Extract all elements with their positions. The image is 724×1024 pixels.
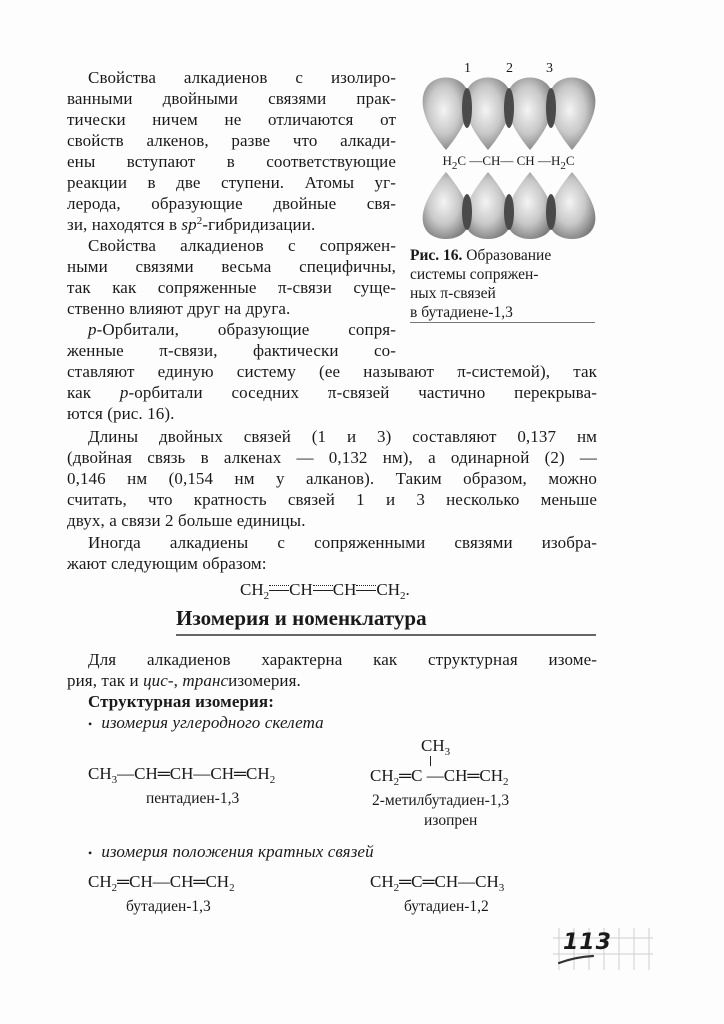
text-run: -гибридизации. (202, 215, 316, 234)
formula-group: CH (516, 153, 535, 168)
figure-label: Рис. 16. (410, 247, 463, 264)
text-line: тически ничем не отличаются от (67, 110, 396, 129)
figure-caption-line (410, 246, 551, 265)
text-run: , (173, 671, 183, 690)
butadiene-12-formula (370, 872, 504, 892)
period: . (405, 580, 410, 599)
bullet-icon: • (88, 717, 93, 731)
formula-group: —CH═CH—CH═CH (117, 764, 270, 783)
bullet-text: изомерия положения кратных связей (101, 842, 374, 861)
formula-group: CH (240, 580, 264, 599)
text-line: Свойства алкадиенов с сопряжен- (88, 236, 396, 255)
pentadiene-formula (88, 764, 275, 784)
lower-lobes (423, 172, 596, 239)
bond-number-label: 3 (546, 61, 553, 76)
upper-lobes (423, 78, 596, 151)
pentadiene-name: пентадиен-1,3 (146, 790, 240, 807)
formula-group: H (550, 153, 561, 168)
text-line: Для алкадиенов характерна как структурная изоме- (88, 650, 597, 669)
text-line (88, 320, 396, 340)
isoprene-methyl-group (421, 736, 450, 756)
isoprene-formula (370, 766, 509, 786)
text-line: женные π-связи, фактически со- (67, 341, 396, 360)
text-line: ются (рис. 16). (67, 404, 175, 423)
formula-group: ═CH—CH═CH (117, 872, 230, 891)
text-line: ными связями весьма специфичны, (67, 257, 396, 276)
vertical-bond (430, 756, 431, 766)
delocalized-bond (313, 584, 333, 592)
text-line: 0,146 нм (0,154 нм у алканов). Таким образом, можно (67, 469, 597, 488)
bullet-text: изомерия углеродного скелета (101, 713, 324, 732)
bond-number-label: 2 (506, 61, 513, 76)
bullet-item (88, 842, 374, 863)
text-run: как (67, 383, 120, 402)
text-line (67, 383, 597, 403)
delocalized-bond (269, 584, 289, 592)
text-run: зи, находятся в (67, 215, 182, 234)
text-run: -орбитали соседних π-связей частично перекрыва- (128, 383, 597, 402)
butadiene-13-formula (88, 872, 235, 892)
butadiene-chain-label: $H_2C$ —CH— CH $—H_2C$ (442, 153, 575, 172)
formula-group: CH (370, 766, 394, 785)
formula-group: H (442, 153, 452, 168)
subscript: 3 (498, 882, 505, 894)
subscript: 2 (111, 882, 118, 894)
text-line: Свойства алкадиенов с изолиро- (88, 68, 396, 87)
text-line: ванными двойными связями прак- (67, 89, 396, 108)
conjugated-butadiene-formula (240, 580, 410, 600)
sp-term: sp (181, 215, 197, 234)
text-line: так как сопряженные π-связи суще- (67, 278, 396, 297)
isoprene-alt-name: изопрен (424, 812, 478, 829)
subscript: 2 (269, 774, 276, 786)
subheading-structural: Структурная изомерия: (88, 692, 274, 711)
bullet-icon: • (88, 846, 93, 860)
overlap-region (546, 88, 556, 128)
text-line: ставляют единую систему (ее называют π-системой), так (67, 362, 597, 381)
caption-divider (410, 322, 595, 323)
formula-group: CH (376, 580, 400, 599)
subscript: 2 (560, 160, 566, 172)
text-run: -Орбитали, образующие сопря- (96, 320, 396, 339)
heading-divider (176, 634, 596, 636)
subscript: 2 (229, 882, 235, 894)
text-line: ственно влияют друг на друга. (67, 299, 291, 318)
formula-group: CH (332, 580, 357, 599)
subscript: 2 (393, 882, 400, 894)
page-number: 113 (563, 930, 612, 955)
figure-caption-line: в бутадиене-1,3 (410, 304, 513, 321)
text-line: считать, что кратность связей 1 и 3 несколько меньше (67, 490, 597, 509)
subscript: 3 (111, 774, 118, 786)
formula-group: CH (88, 872, 112, 891)
subscript: 2 (263, 590, 270, 602)
formula-group: ═C═CH—CH (399, 872, 499, 891)
p-orbital-diagram (416, 62, 601, 242)
subscript: 3 (444, 746, 451, 758)
superscript: 2 (196, 215, 203, 227)
figure-16-orbitals (416, 62, 601, 242)
text-line: жают следующим образом: (67, 554, 267, 573)
formula-group: CH (482, 153, 501, 168)
text-line: Длины двойных связей (1 и 3) составляют 0,137 нм (88, 427, 597, 446)
text-run: рия, так и (67, 671, 144, 690)
section-heading: Изомерия и номенклатура (176, 606, 427, 630)
subscript: 2 (503, 776, 509, 788)
text-line: лерода, образующие двойные свя- (67, 194, 396, 213)
overlap-region (504, 88, 514, 128)
text-line (67, 671, 301, 691)
figure-caption-line: системы сопряжен- (410, 266, 539, 283)
overlap-region (462, 88, 472, 128)
figure-caption-line: ных π-связей (410, 285, 496, 302)
text-line: ены вступают в соответствующие (67, 152, 396, 171)
text-line: (двойная связь в алкенах — 0,132 нм), а одинарной (2) — (67, 448, 597, 467)
underline-stroke (559, 956, 593, 963)
formula-group: CH (370, 872, 394, 891)
overlap-region (462, 194, 472, 230)
overlap-region (546, 194, 556, 230)
text-run: p (119, 383, 129, 402)
formula-group: CH (88, 764, 112, 783)
text-line: свойств алкенов, разве что алкади- (67, 131, 396, 150)
text-run: транс (182, 671, 229, 690)
text-line: двух, а связи 2 больше единицы. (67, 511, 306, 530)
formula-group: CH (289, 580, 313, 599)
text-run: Образование (462, 247, 552, 264)
text-run: изомерия. (228, 671, 301, 690)
formula-group: C (565, 153, 575, 168)
butadiene-13-name: бутадиен-1,3 (126, 898, 211, 915)
isoprene-name: 2-метилбутадиен-1,3 (372, 792, 510, 809)
text-run: p (88, 320, 97, 339)
formula-group: C (457, 153, 467, 168)
butadiene-12-name: бутадиен-1,2 (404, 898, 489, 915)
subscript: 2 (451, 160, 458, 172)
formula-group: ═C —CH═CH (399, 766, 504, 785)
bullet-item (88, 713, 324, 734)
subscript: 2 (393, 776, 400, 788)
delocalized-bond (356, 584, 376, 592)
text-line (67, 215, 315, 235)
overlap-region (504, 194, 514, 230)
formula-group: CH (421, 736, 445, 755)
text-line: реакции в две ступени. Атомы уг- (67, 173, 396, 192)
text-line: Иногда алкадиены с сопряженными связями изобра- (88, 533, 597, 552)
subscript: 2 (400, 590, 406, 602)
bond-number-label: 1 (464, 61, 471, 76)
text-run: цис- (143, 671, 174, 690)
